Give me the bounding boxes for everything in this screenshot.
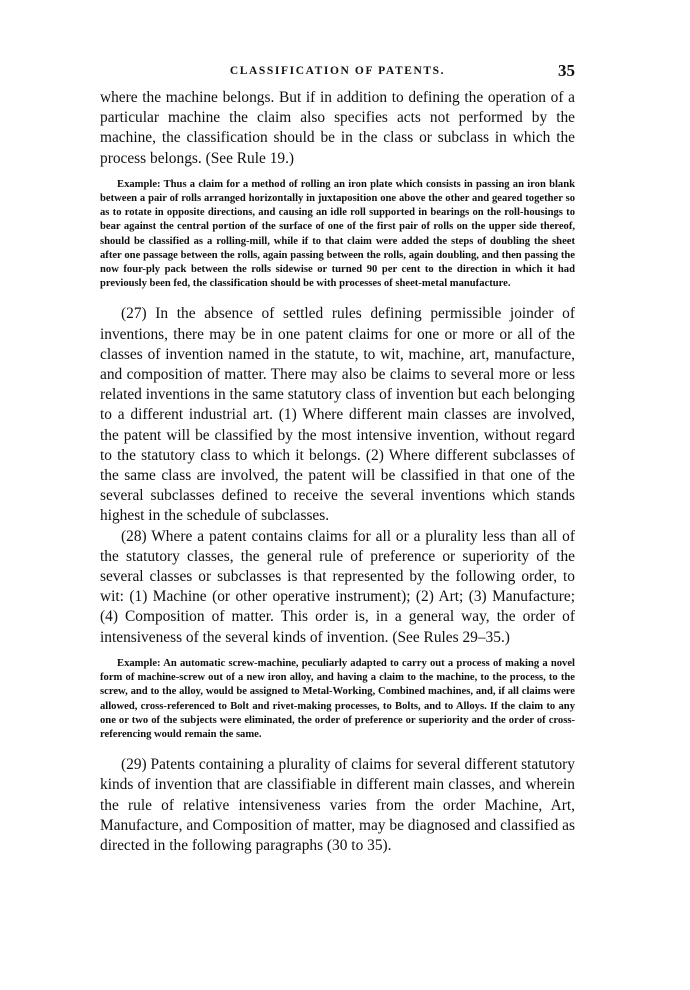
running-head	[100, 62, 575, 88]
example-2-label: Example:	[117, 657, 161, 669]
paragraph-continuation: where the machine belongs. But if in addition to defining the operation of a particular machine the claim also specifies acts not performed by the machine, the classification should be in the class or subclass in which the process belongs. (See Rule 19.)	[100, 89, 575, 167]
example-1-text: Thus a claim for a method of rolling an iron plate which consists in passing an iron blank between a pair of rolls arranged horizontally in juxtaposition one above the other and geared together so as to rotate in opposite directions, and causing an idle roll supported in bearings on the roll-housings to bear against the central portion of the surface of one of the first pair of rolls on the upper side thereof, should be classified as a rolling-mill, while if to that claim were added the steps of doubling the sheet after one passage between the rolls, again passing between the rolls, again doubling, and then passing the now four-ply pack between the rolls sidewise or turned 90 per cent to the direction in which it had previously been fed, the classification should be with processes of sheet-metal manufacture.	[100, 178, 575, 290]
example-1	[100, 178, 575, 292]
example-2	[100, 657, 575, 742]
paragraph-27: (27) In the absence of settled rules defining permissible joinder of inventions, there may be in one patent claims for one or more or all of the classes of invention named in the statute, to wit, machine, art, manufacture, and composition of matter. There may also be claims to several more or less related inventions in the same statutory class of invention but each belonging to a different industrial art. (1) Where different main classes are involved, the patent will be classified by the most intensive invention, without regard to the statutory class to which it belongs. (2) Where different subclasses of the same class are involved, the patent will be classified in that one of the several subclasses defined to receive the several inventions which stands highest in the schedule of subclasses.	[100, 305, 575, 525]
paragraph-29: (29) Patents containing a plurality of claims for several different statutory kinds of invention that are classifiable in different main classes, and wherein the rule of relative intensiveness varies from the order Machine, Art, Manufacture, and Composition of matter, may be diagnosed and classified as directed in the following paragraphs (30 to 35).	[100, 756, 575, 854]
document-page	[100, 62, 575, 856]
example-1-label: Example:	[117, 178, 161, 190]
running-title: CLASSIFICATION OF PATENTS.	[229, 65, 446, 77]
page-number: 35	[558, 61, 575, 80]
paragraph-28: (28) Where a patent contains claims for all or a plurality less than all of the statutory classes, the general rule of preference or superiority of the several classes or subclasses is that represented by the following order, to wit: (1) Machine (or other operative instrument); (2) Art; (3) Manufacture; (4) Composition of matter. This order is, in a general way, the order of intensiveness of the several kinds of invention. (See Rules 29–35.)	[100, 527, 575, 646]
example-2-text: An automatic screw-machine, peculiarly adapted to carry out a process of making a novel form of machine-screw out of a new iron alloy, and having a claim to the machine, to the process, to the screw, and to the alloy, would be assigned to Metal-Working, Combined machines, and, if all claims were allowed, cross-referenced to Bolt and rivet-making processes, to Bolts, and to Alloys. If the claim to any one or two of the subjects were eliminated, the order of preference or superiority and the order of cross-referencing would remain the same.	[100, 657, 575, 740]
